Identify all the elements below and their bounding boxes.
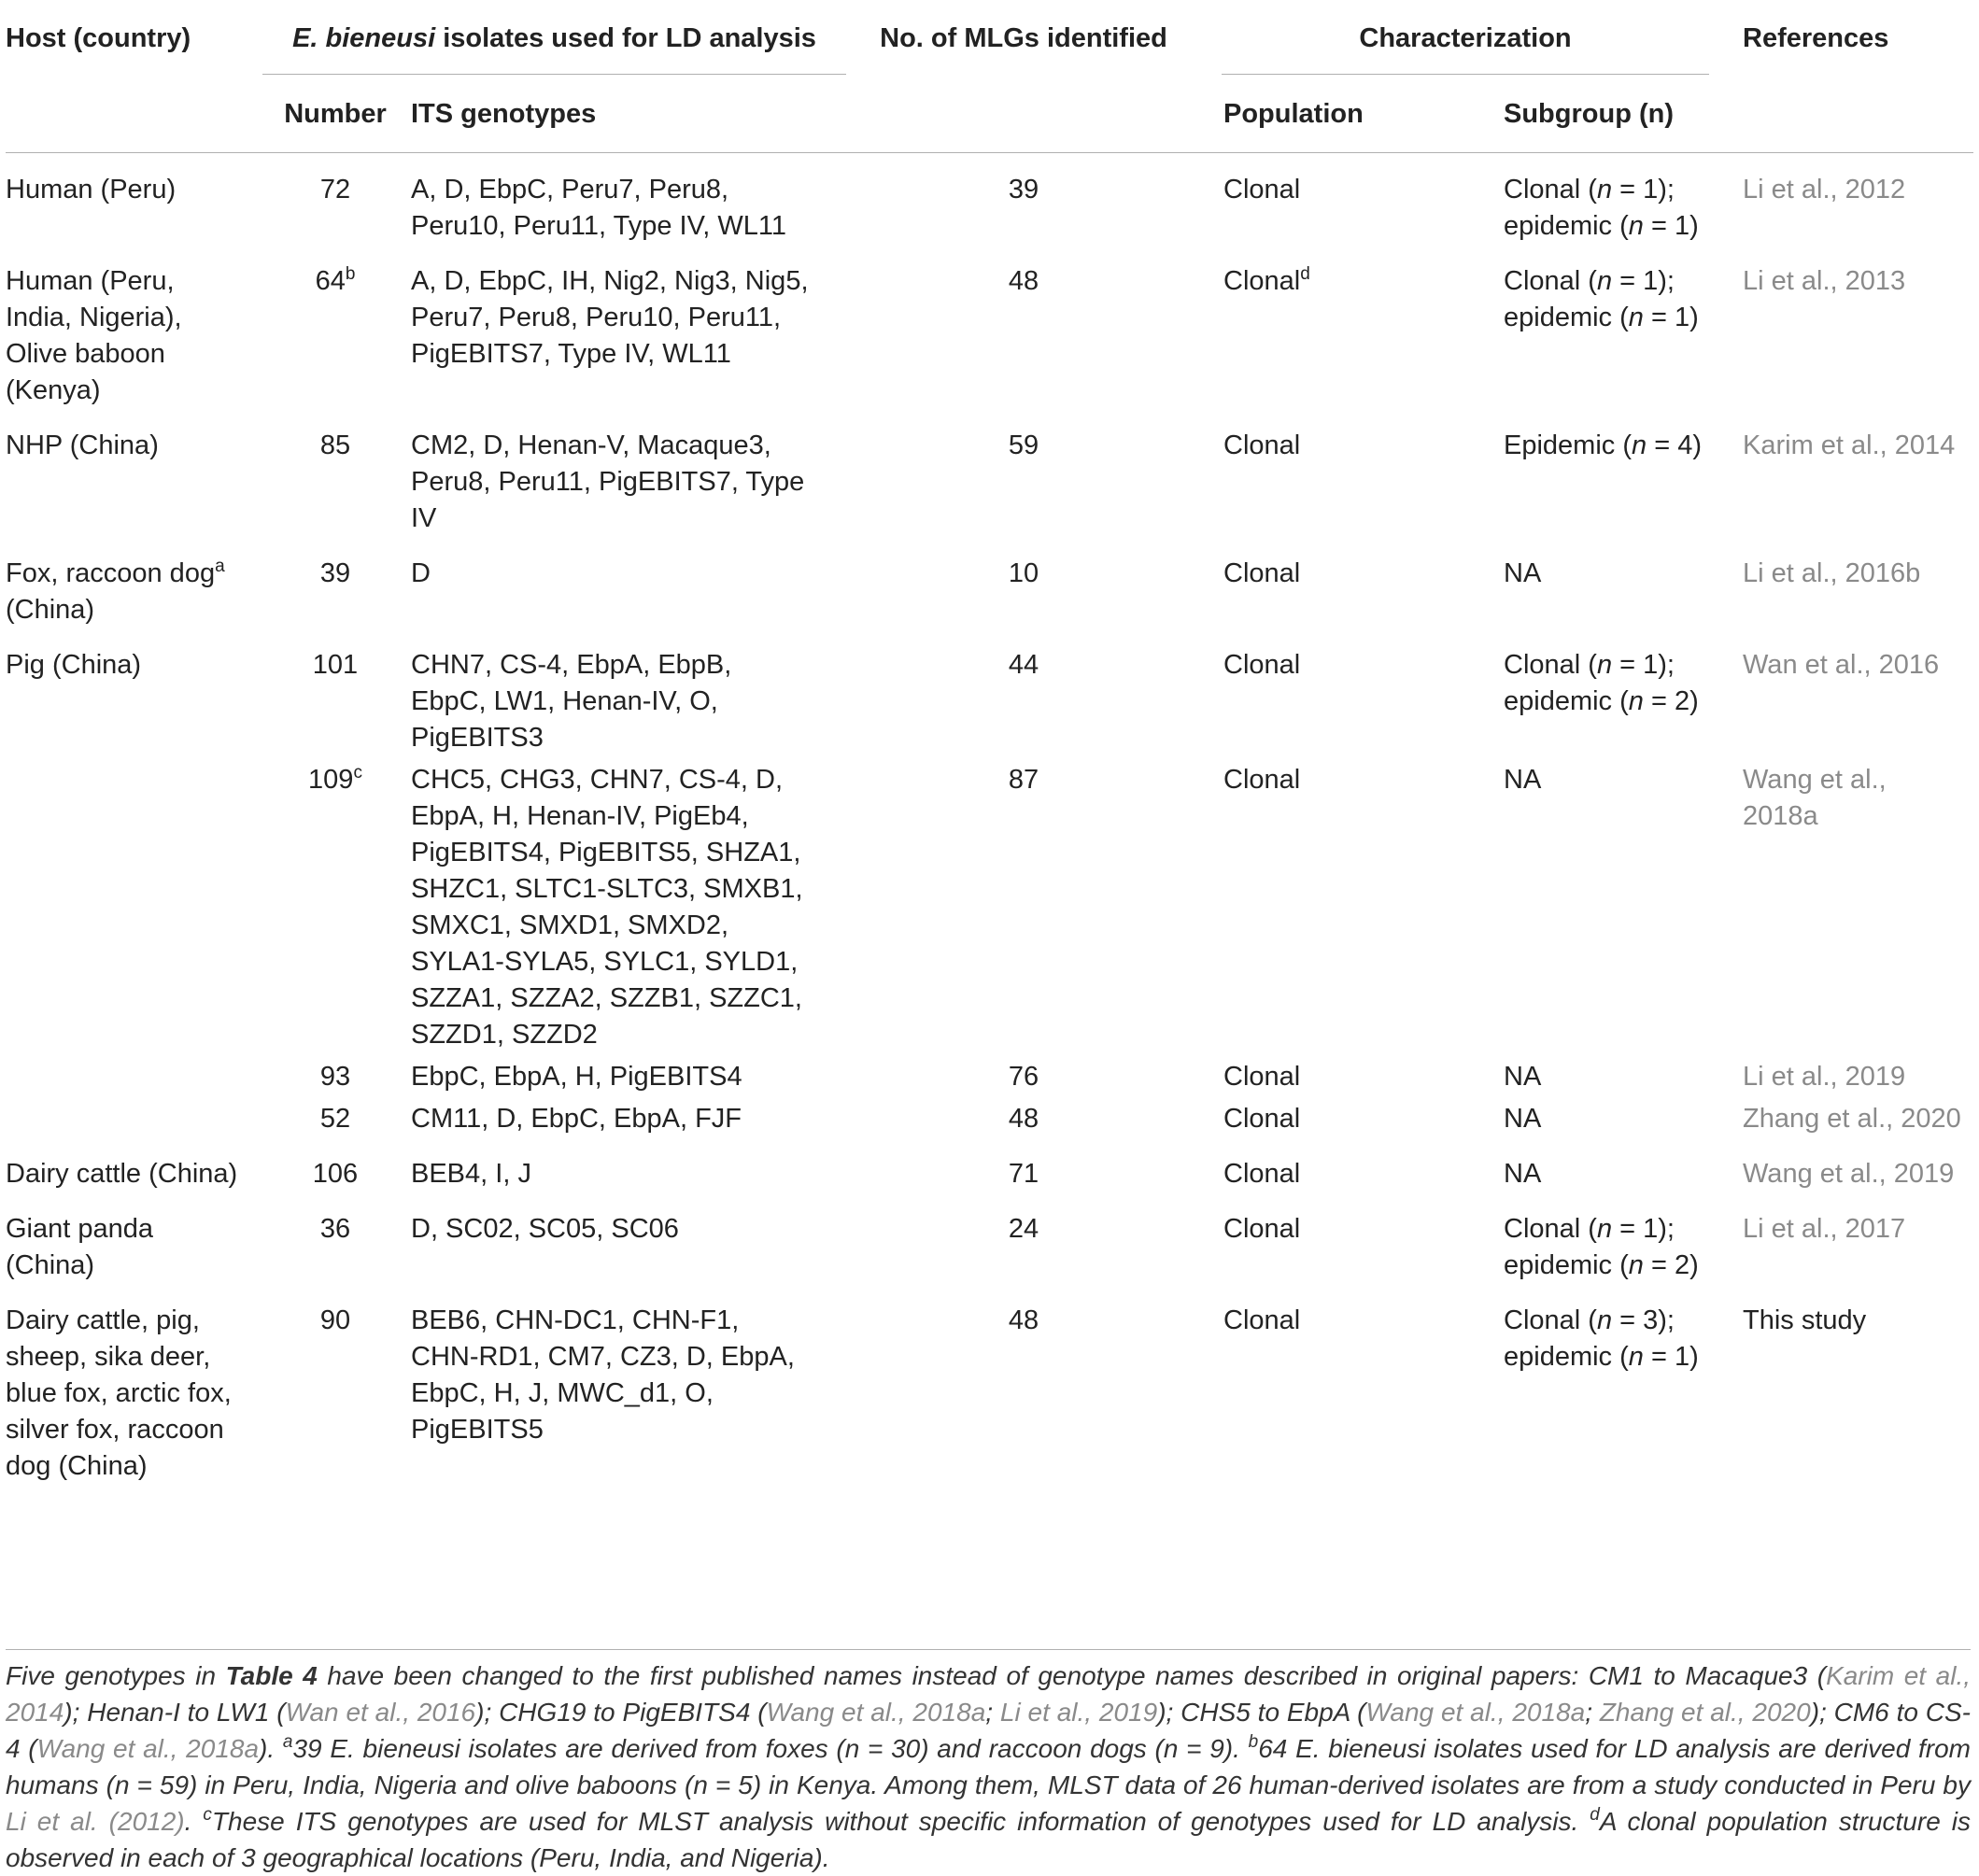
header-mlgs: No. of MLGs identified (880, 23, 1167, 53)
table-body (6, 152, 1973, 1498)
footnote-text: ); CHS5 to EbpA ( (1157, 1698, 1366, 1727)
citation-link[interactable]: Zhang et al., 2020 (1599, 1698, 1811, 1727)
data-table-container (6, 0, 1973, 1498)
cell-reference (1709, 1053, 1973, 1095)
table-row (6, 245, 1973, 409)
cell-population (1201, 756, 1479, 1053)
subgroup-text: = 1); (1612, 265, 1675, 296)
subgroup-text: Epidemic ( (1504, 430, 1632, 460)
host-text: NHP (China) (6, 430, 159, 460)
subgroup-text: Clonal ( (1504, 1213, 1597, 1244)
cell-reference (1709, 1095, 1973, 1137)
population-type: Clonal (1223, 1103, 1301, 1134)
cell-population (1201, 1095, 1479, 1137)
cell-number (262, 1192, 408, 1284)
subgroup-text: = 4) (1647, 430, 1702, 460)
cell-population (1201, 245, 1479, 409)
cell-subgroup (1479, 1053, 1709, 1095)
subgroup-text: epidemic ( (1504, 1249, 1629, 1280)
table-row (6, 1137, 1973, 1192)
isolate-count: 72 (319, 174, 351, 205)
population-type: Clonal (1223, 649, 1301, 680)
mlg-count: 39 (1008, 174, 1039, 205)
footnote-text: ); CM6 to CS-4 ( (6, 1698, 1971, 1763)
table-row (6, 1192, 1973, 1284)
cell-host (6, 537, 262, 628)
subgroup-n: n (1596, 649, 1613, 680)
header-mlgs-empty (846, 78, 1201, 152)
mlg-count: 44 (1008, 649, 1039, 680)
cell-host (6, 1095, 262, 1137)
subgroup-n: n (1596, 265, 1613, 296)
reference-link[interactable]: Zhang et al., 2020 (1743, 1103, 1961, 1134)
table-row (6, 1095, 1973, 1137)
cell-population (1201, 152, 1479, 245)
header-its-genotypes: ITS genotypes (408, 78, 846, 152)
cell-mlgs (846, 1095, 1201, 1137)
cell-mlgs (846, 756, 1201, 1053)
reference-link[interactable]: Wang et al., 2018a (1743, 764, 1887, 831)
cell-number (262, 756, 408, 1053)
subgroup-text: = 1); (1612, 649, 1675, 680)
cell-subgroup (1479, 537, 1709, 628)
subgroup-text: NA (1504, 1103, 1542, 1134)
footnote-marker: d (1300, 263, 1310, 284)
cell-mlgs (846, 409, 1201, 537)
subgroup-text: = 3); (1612, 1305, 1675, 1335)
subgroup-n: n (1596, 1305, 1613, 1335)
its-genotype-list: BEB4, I, J (411, 1158, 531, 1189)
host-text: Giant panda (China) (6, 1213, 154, 1280)
subgroup-n: n (1632, 430, 1647, 460)
cell-mlgs (846, 1284, 1201, 1498)
header-host-empty (6, 78, 262, 152)
cell-number (262, 1284, 408, 1498)
table-row (6, 409, 1973, 537)
table-row (6, 152, 1973, 245)
isolate-count: 64 (315, 265, 346, 296)
header-population: Population (1201, 78, 1479, 152)
subgroup-text: = 1) (1643, 302, 1699, 332)
footnote-text: These ITS genotypes are used for MLST analysis without specific information of genotypes used for LD analysis. (211, 1807, 1590, 1836)
reference-link[interactable]: Li et al., 2013 (1743, 265, 1906, 296)
cell-its-genotypes (408, 152, 846, 245)
population-type: Clonal (1223, 557, 1301, 588)
subgroup-text: NA (1504, 1061, 1542, 1092)
cell-population (1201, 537, 1479, 628)
cell-mlgs (846, 1053, 1201, 1095)
genotype-table (6, 0, 1973, 1498)
mlg-count: 48 (1008, 1305, 1039, 1335)
its-genotype-list: CHN7, CS-4, EbpA, EbpB, EbpC, LW1, Henan-IV, O, PigEBITS3 (411, 649, 732, 753)
footnote-text: Five genotypes in (6, 1661, 226, 1690)
cell-host (6, 1053, 262, 1095)
population-type: Clonal (1223, 1061, 1301, 1092)
cell-population (1201, 1284, 1479, 1498)
isolates-group-label: isolates used for LD analysis (435, 23, 816, 53)
cell-population (1201, 1192, 1479, 1284)
its-genotype-list: A, D, EbpC, IH, Nig2, Nig3, Nig5, Peru7, Peru8, Peru10, Peru11, PigEBITS7, Type IV, WL11 (411, 265, 809, 369)
citation-link[interactable]: Wang et al., 2018a (1365, 1698, 1586, 1727)
cell-subgroup (1479, 152, 1709, 245)
subgroup-text: = 2) (1643, 685, 1699, 716)
population-type: Clonal (1223, 174, 1301, 205)
isolate-count: 52 (319, 1103, 351, 1134)
host-text: Human (Peru, India, Nigeria), Olive baboon (Kenya) (6, 265, 182, 405)
subgroup-text: NA (1504, 557, 1542, 588)
subgroup-n: n (1628, 1341, 1644, 1372)
its-genotype-list: A, D, EbpC, Peru7, Peru8, Peru10, Peru11, Type IV, WL11 (411, 174, 786, 241)
isolate-count: 109 (308, 764, 354, 795)
cell-subgroup (1479, 1095, 1709, 1137)
cell-reference (1709, 245, 1973, 409)
cell-reference (1709, 1192, 1973, 1284)
subgroup-n: n (1628, 302, 1644, 332)
subgroup-n: n (1596, 174, 1613, 205)
cell-host (6, 245, 262, 409)
footnote-text: ; (985, 1698, 1000, 1727)
cell-subgroup (1479, 245, 1709, 409)
cell-number (262, 1053, 408, 1095)
footnote-marker: c (203, 1805, 212, 1825)
footnote-text: ; (1585, 1698, 1600, 1727)
header-references: References (1743, 23, 1889, 53)
cell-subgroup (1479, 1284, 1709, 1498)
citation-link[interactable]: Li et al., 2019 (999, 1698, 1158, 1727)
footnote-marker: a (282, 1732, 293, 1752)
cell-population (1201, 1137, 1479, 1192)
footnote-marker: b (345, 263, 356, 284)
cell-host (6, 628, 262, 756)
cell-its-genotypes (408, 1192, 846, 1284)
cell-number (262, 152, 408, 245)
cell-subgroup (1479, 1137, 1709, 1192)
header-row-top (6, 0, 1973, 78)
cell-population (1201, 628, 1479, 756)
its-genotype-list: BEB6, CHN-DC1, CHN-F1, CHN-RD1, CM7, CZ3, D, EbpA, EbpC, H, J, MWC_d1, O, PigEBITS5 (411, 1305, 795, 1445)
subgroup-text: epidemic ( (1504, 685, 1629, 716)
table-row (6, 537, 1973, 628)
reference-link[interactable]: Li et al., 2016b (1743, 557, 1921, 588)
host-text: Human (Peru) (6, 174, 177, 205)
isolate-count: 39 (319, 557, 351, 588)
cell-population (1201, 409, 1479, 537)
footnote-text: . (184, 1807, 204, 1836)
its-genotype-list: D, SC02, SC05, SC06 (411, 1213, 679, 1244)
isolate-count: 90 (319, 1305, 351, 1335)
footnote-marker: a (215, 556, 225, 576)
population-type: Clonal (1223, 430, 1301, 460)
header-characterization (1201, 0, 1709, 78)
cell-number (262, 245, 408, 409)
cell-its-genotypes (408, 756, 846, 1053)
cell-reference (1709, 756, 1973, 1053)
cell-subgroup (1479, 409, 1709, 537)
footnote-text: have been changed to the first published names instead of genotype names described in original papers: CM1 to Macaque3 ( (317, 1661, 1827, 1690)
footnote-text: 64 E. bieneusi isolates used for LD analysis are derived from humans (n = 59) in Peru, India, Nigeria and olive baboons (n = 5) in Kenya. Among them, MLST data of 26 human-derived isolates are from a study conducted in Peru by (6, 1734, 1972, 1799)
isolate-count: 36 (319, 1213, 351, 1244)
mlg-count: 87 (1008, 764, 1039, 795)
mlg-count: 24 (1008, 1213, 1039, 1244)
cell-mlgs (846, 628, 1201, 756)
citation-link[interactable]: Wan et al., 2016 (285, 1698, 476, 1727)
population-type: Clonal (1223, 1213, 1301, 1244)
host-text: Pig (China) (6, 649, 142, 680)
table-row (6, 1053, 1973, 1095)
cell-mlgs (846, 1137, 1201, 1192)
subgroup-text: = 1); (1612, 1213, 1675, 1244)
population-type: Clonal (1223, 1305, 1301, 1335)
cell-reference (1709, 628, 1973, 756)
subgroup-text: NA (1504, 1158, 1542, 1189)
reference-link[interactable]: Karim et al., 2014 (1743, 430, 1956, 460)
cell-mlgs (846, 152, 1201, 245)
subgroup-text: = 1) (1643, 210, 1699, 241)
footnote-text: ). (259, 1734, 283, 1763)
reference-link: This study (1743, 1305, 1867, 1335)
cell-mlgs (846, 537, 1201, 628)
footnote-marker: c (353, 762, 362, 783)
subgroup-n: n (1628, 210, 1644, 241)
cell-its-genotypes (408, 537, 846, 628)
footnote-text: ); CHG19 to PigEBITS4 ( (475, 1698, 767, 1727)
isolate-count: 101 (312, 649, 359, 680)
cell-host (6, 1137, 262, 1192)
host-text: Dairy cattle, pig, sheep, sika deer, blue fox, arctic fox, silver fox, raccoon dog (China) (6, 1305, 232, 1481)
cell-host (6, 1192, 262, 1284)
cell-number (262, 628, 408, 756)
subgroup-text: = 1) (1643, 1341, 1699, 1372)
footnote-table-link[interactable]: Table 4 (225, 1661, 318, 1690)
cell-reference (1709, 409, 1973, 537)
cell-subgroup (1479, 628, 1709, 756)
footnote-marker: b (1248, 1732, 1259, 1752)
characterization-label: Characterization (1359, 23, 1572, 53)
citation-link[interactable]: Wang et al., 2018a (766, 1698, 986, 1727)
mlg-count: 71 (1008, 1158, 1039, 1189)
subgroup-n: n (1628, 1249, 1644, 1280)
reference-link[interactable]: Li et al., 2012 (1743, 174, 1906, 205)
host-text-rest: (China) (6, 594, 95, 625)
cell-number (262, 409, 408, 537)
its-genotype-list: CM11, D, EbpC, EbpA, FJF (411, 1103, 742, 1134)
footnote-text: A clonal population structure is observed in each of 3 geographical locations (Peru, India, and Nigeria). (6, 1807, 1971, 1872)
cell-its-genotypes (408, 1095, 846, 1137)
mlg-count: 10 (1008, 557, 1039, 588)
subgroup-n: n (1596, 1213, 1613, 1244)
cell-number (262, 1137, 408, 1192)
cell-subgroup (1479, 1192, 1709, 1284)
header-isolates-group (262, 0, 846, 78)
citation-link[interactable]: Li et al. (2012) (6, 1807, 185, 1836)
cell-number (262, 537, 408, 628)
subgroup-text: = 1); (1612, 174, 1675, 205)
cell-its-genotypes (408, 1053, 846, 1095)
mlg-count: 48 (1008, 265, 1039, 296)
mlg-count: 48 (1008, 1103, 1039, 1134)
cell-its-genotypes (408, 245, 846, 409)
subgroup-text: Clonal ( (1504, 265, 1597, 296)
subgroup-n: n (1628, 685, 1644, 716)
mlg-count: 76 (1008, 1061, 1039, 1092)
cell-host (6, 1284, 262, 1498)
header-host: Host (country) (6, 23, 191, 53)
species-name: E. bieneusi (292, 23, 436, 53)
table-footnote (6, 1649, 1971, 1876)
header-subgroup: Subgroup (n) (1479, 78, 1709, 152)
cell-mlgs (846, 245, 1201, 409)
subgroup-text: Clonal ( (1504, 1305, 1597, 1335)
host-text: Fox, raccoon dog (6, 557, 216, 588)
cell-mlgs (846, 1192, 1201, 1284)
its-genotype-list: CHC5, CHG3, CHN7, CS-4, D, EbpA, H, Henan-IV, PigEb4, PigEBITS4, PigEBITS5, SHZA1, SHZC1, SLTC1-SLTC3, SMXB1, SMXC1, SMXD1, SMXD2, SYLA1-SYLA5, SYLC1, SYLD1, SZZA1, SZZA2, SZZB1, SZZC1, SZZD1, SZZD2 (411, 764, 803, 1050)
cell-its-genotypes (408, 1137, 846, 1192)
subgroup-text: = 2) (1643, 1249, 1699, 1280)
header-number: Number (262, 78, 408, 152)
cell-its-genotypes (408, 409, 846, 537)
its-genotype-list: CM2, D, Henan-V, Macaque3, Peru8, Peru11, PigEBITS7, Type IV (411, 430, 805, 533)
subgroup-text: Clonal ( (1504, 649, 1597, 680)
isolate-count: 93 (319, 1061, 351, 1092)
header-references-empty (1709, 78, 1973, 152)
cell-its-genotypes (408, 628, 846, 756)
subgroup-text: epidemic ( (1504, 1341, 1629, 1372)
reference-link[interactable]: Wan et al., 2016 (1743, 649, 1940, 680)
host-text: Dairy cattle (China) (6, 1158, 238, 1189)
cell-subgroup (1479, 756, 1709, 1053)
cell-population (1201, 1053, 1479, 1095)
cell-reference (1709, 1137, 1973, 1192)
cell-its-genotypes (408, 1284, 846, 1498)
header-row-sub (6, 78, 1973, 152)
cell-reference (1709, 537, 1973, 628)
cell-host (6, 756, 262, 1053)
population-type: Clonal (1223, 265, 1301, 296)
footnote-marker: d (1590, 1805, 1600, 1825)
footnote-text: 39 E. bieneusi isolates are derived from foxes (n = 30) and raccoon dogs (n = 9). (292, 1734, 1249, 1763)
isolate-count: 85 (319, 430, 351, 460)
citation-link[interactable]: Karim et al., 2014 (6, 1661, 1972, 1727)
population-type: Clonal (1223, 764, 1301, 795)
reference-link[interactable]: Li et al., 2017 (1743, 1213, 1906, 1244)
footnote-text: ); Henan-I to LW1 ( (64, 1698, 286, 1727)
cell-reference (1709, 152, 1973, 245)
mlg-count: 59 (1008, 430, 1039, 460)
table-row (6, 628, 1973, 756)
reference-link[interactable]: Wang et al., 2019 (1743, 1158, 1955, 1189)
isolate-count: 106 (312, 1158, 359, 1189)
reference-link[interactable]: Li et al., 2019 (1743, 1061, 1906, 1092)
population-type: Clonal (1223, 1158, 1301, 1189)
subgroup-text: epidemic ( (1504, 210, 1629, 241)
citation-link[interactable]: Wang et al., 2018a (36, 1734, 260, 1763)
subgroup-text: NA (1504, 764, 1542, 795)
cell-reference (1709, 1284, 1973, 1498)
table-row (6, 1284, 1973, 1498)
subgroup-text: Clonal ( (1504, 174, 1597, 205)
table-row (6, 756, 1973, 1053)
cell-host (6, 152, 262, 245)
its-genotype-list: EbpC, EbpA, H, PigEBITS4 (411, 1061, 742, 1092)
cell-host (6, 409, 262, 537)
its-genotype-list: D (411, 557, 431, 588)
subgroup-text: epidemic ( (1504, 302, 1629, 332)
cell-number (262, 1095, 408, 1137)
